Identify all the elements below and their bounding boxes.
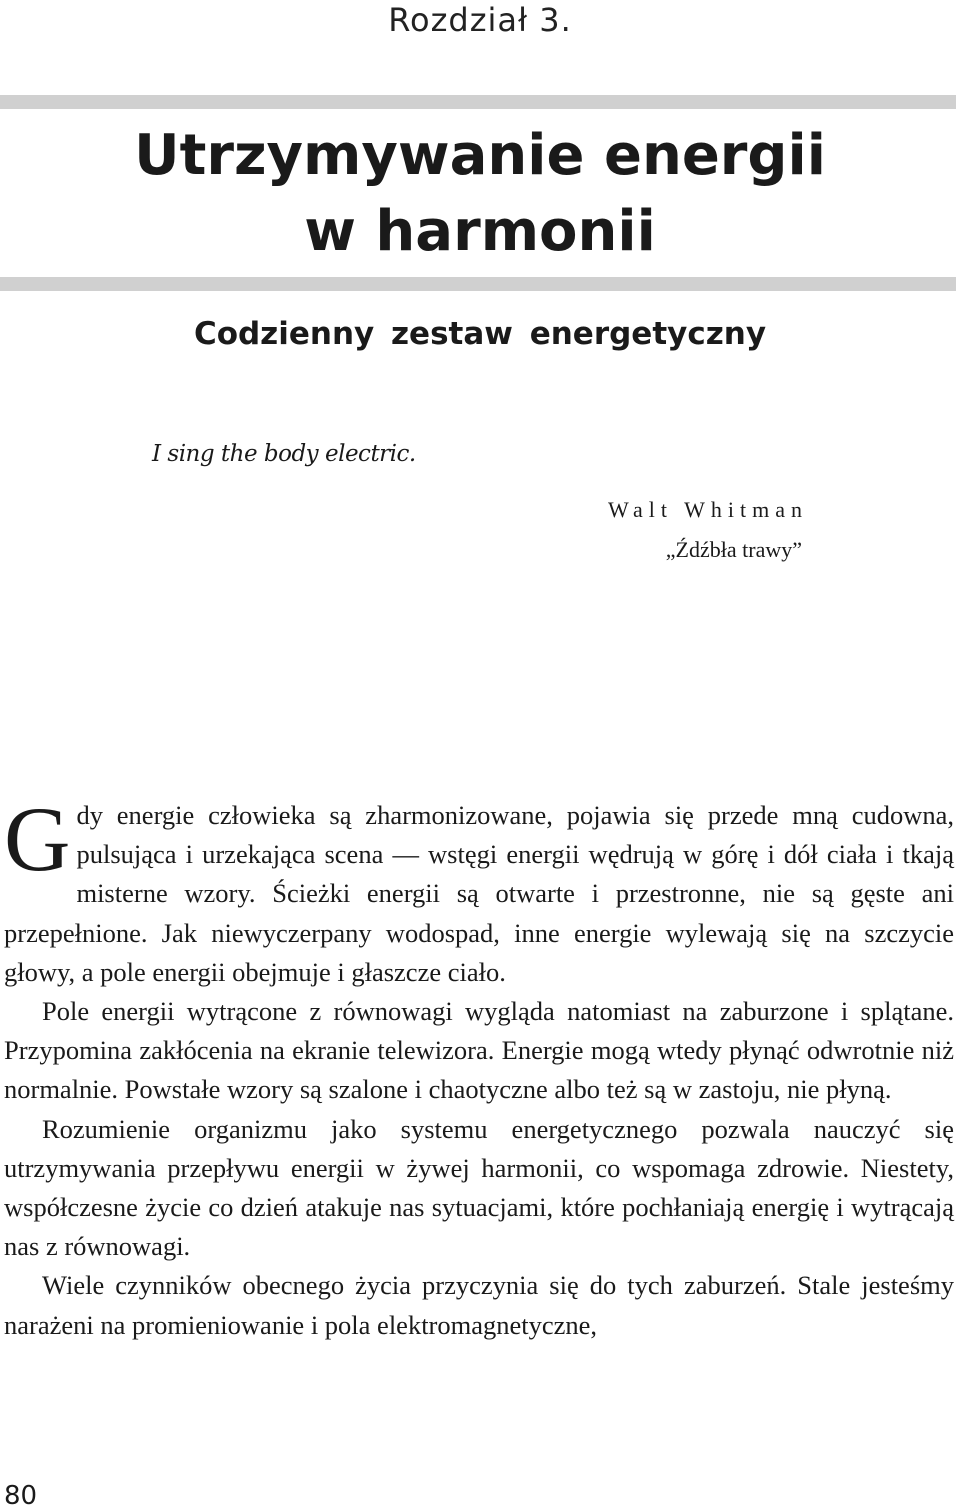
title-line-1: Utrzymywanie energii	[134, 123, 826, 188]
drop-cap: G	[4, 788, 71, 890]
chapter-heading: Rozdział 3.	[388, 1, 572, 39]
epigraph-source: „Źdźbła trawy”	[665, 537, 802, 562]
title-line-2: w harmonii	[304, 199, 656, 264]
bottom-divider	[0, 277, 956, 291]
paragraph-2: Pole energii wytrącone z równowagi wygląda natomiast na zaburzone i splątane. Przypomina zakłócenia na ekranie telewizora. Energie mogą wtedy płynąć odwrotnie niż normalnie. Powstałe wzory są szalone i chaotyczne albo też są w zastoju, nie płyną.	[4, 996, 954, 1105]
epigraph-quote: I sing the body electric.	[152, 441, 416, 467]
top-divider	[0, 95, 956, 109]
page-number: 80	[4, 1481, 38, 1511]
epigraph-author: Walt Whitman	[608, 497, 808, 522]
paragraph-1-text: dy energie człowieka są zharmonizowane, pojawia się przede mną cudowna, pulsująca i urzekająca scena — wstęgi energii wędrują w górę i dół ciała i tkają misterne wzory. Ścieżki energii są otwarte i przestronne, nie są gęste ani przepełnione. Jak niewyczerpany wodospad, inne energie wylewają się na szczycie głowy, a pole energii obejmuje i głaszcze ciało.	[4, 800, 954, 987]
paragraph-3: Rozumienie organizmu jako systemu energetycznego pozwala nauczyć się utrzymywania przepływu energii w żywej harmonii, co wspomaga zdrowie. Niestety, współczesne życie co dzień atakuje nas sytuacjami, które pochłaniają energię i wytrącają nas z równowagi.	[4, 1113, 954, 1262]
paragraph-4: Wiele czynników obecnego życia przyczynia się do tych zaburzeń. Stale jesteśmy narażeni na promieniowanie i pola elektromagnetyczne,	[4, 1270, 954, 1340]
page-title	[0, 118, 960, 270]
section-subtitle: Codzienny zestaw energetyczny	[193, 316, 767, 352]
paragraph-1	[4, 788, 954, 992]
body-text	[4, 788, 954, 1345]
